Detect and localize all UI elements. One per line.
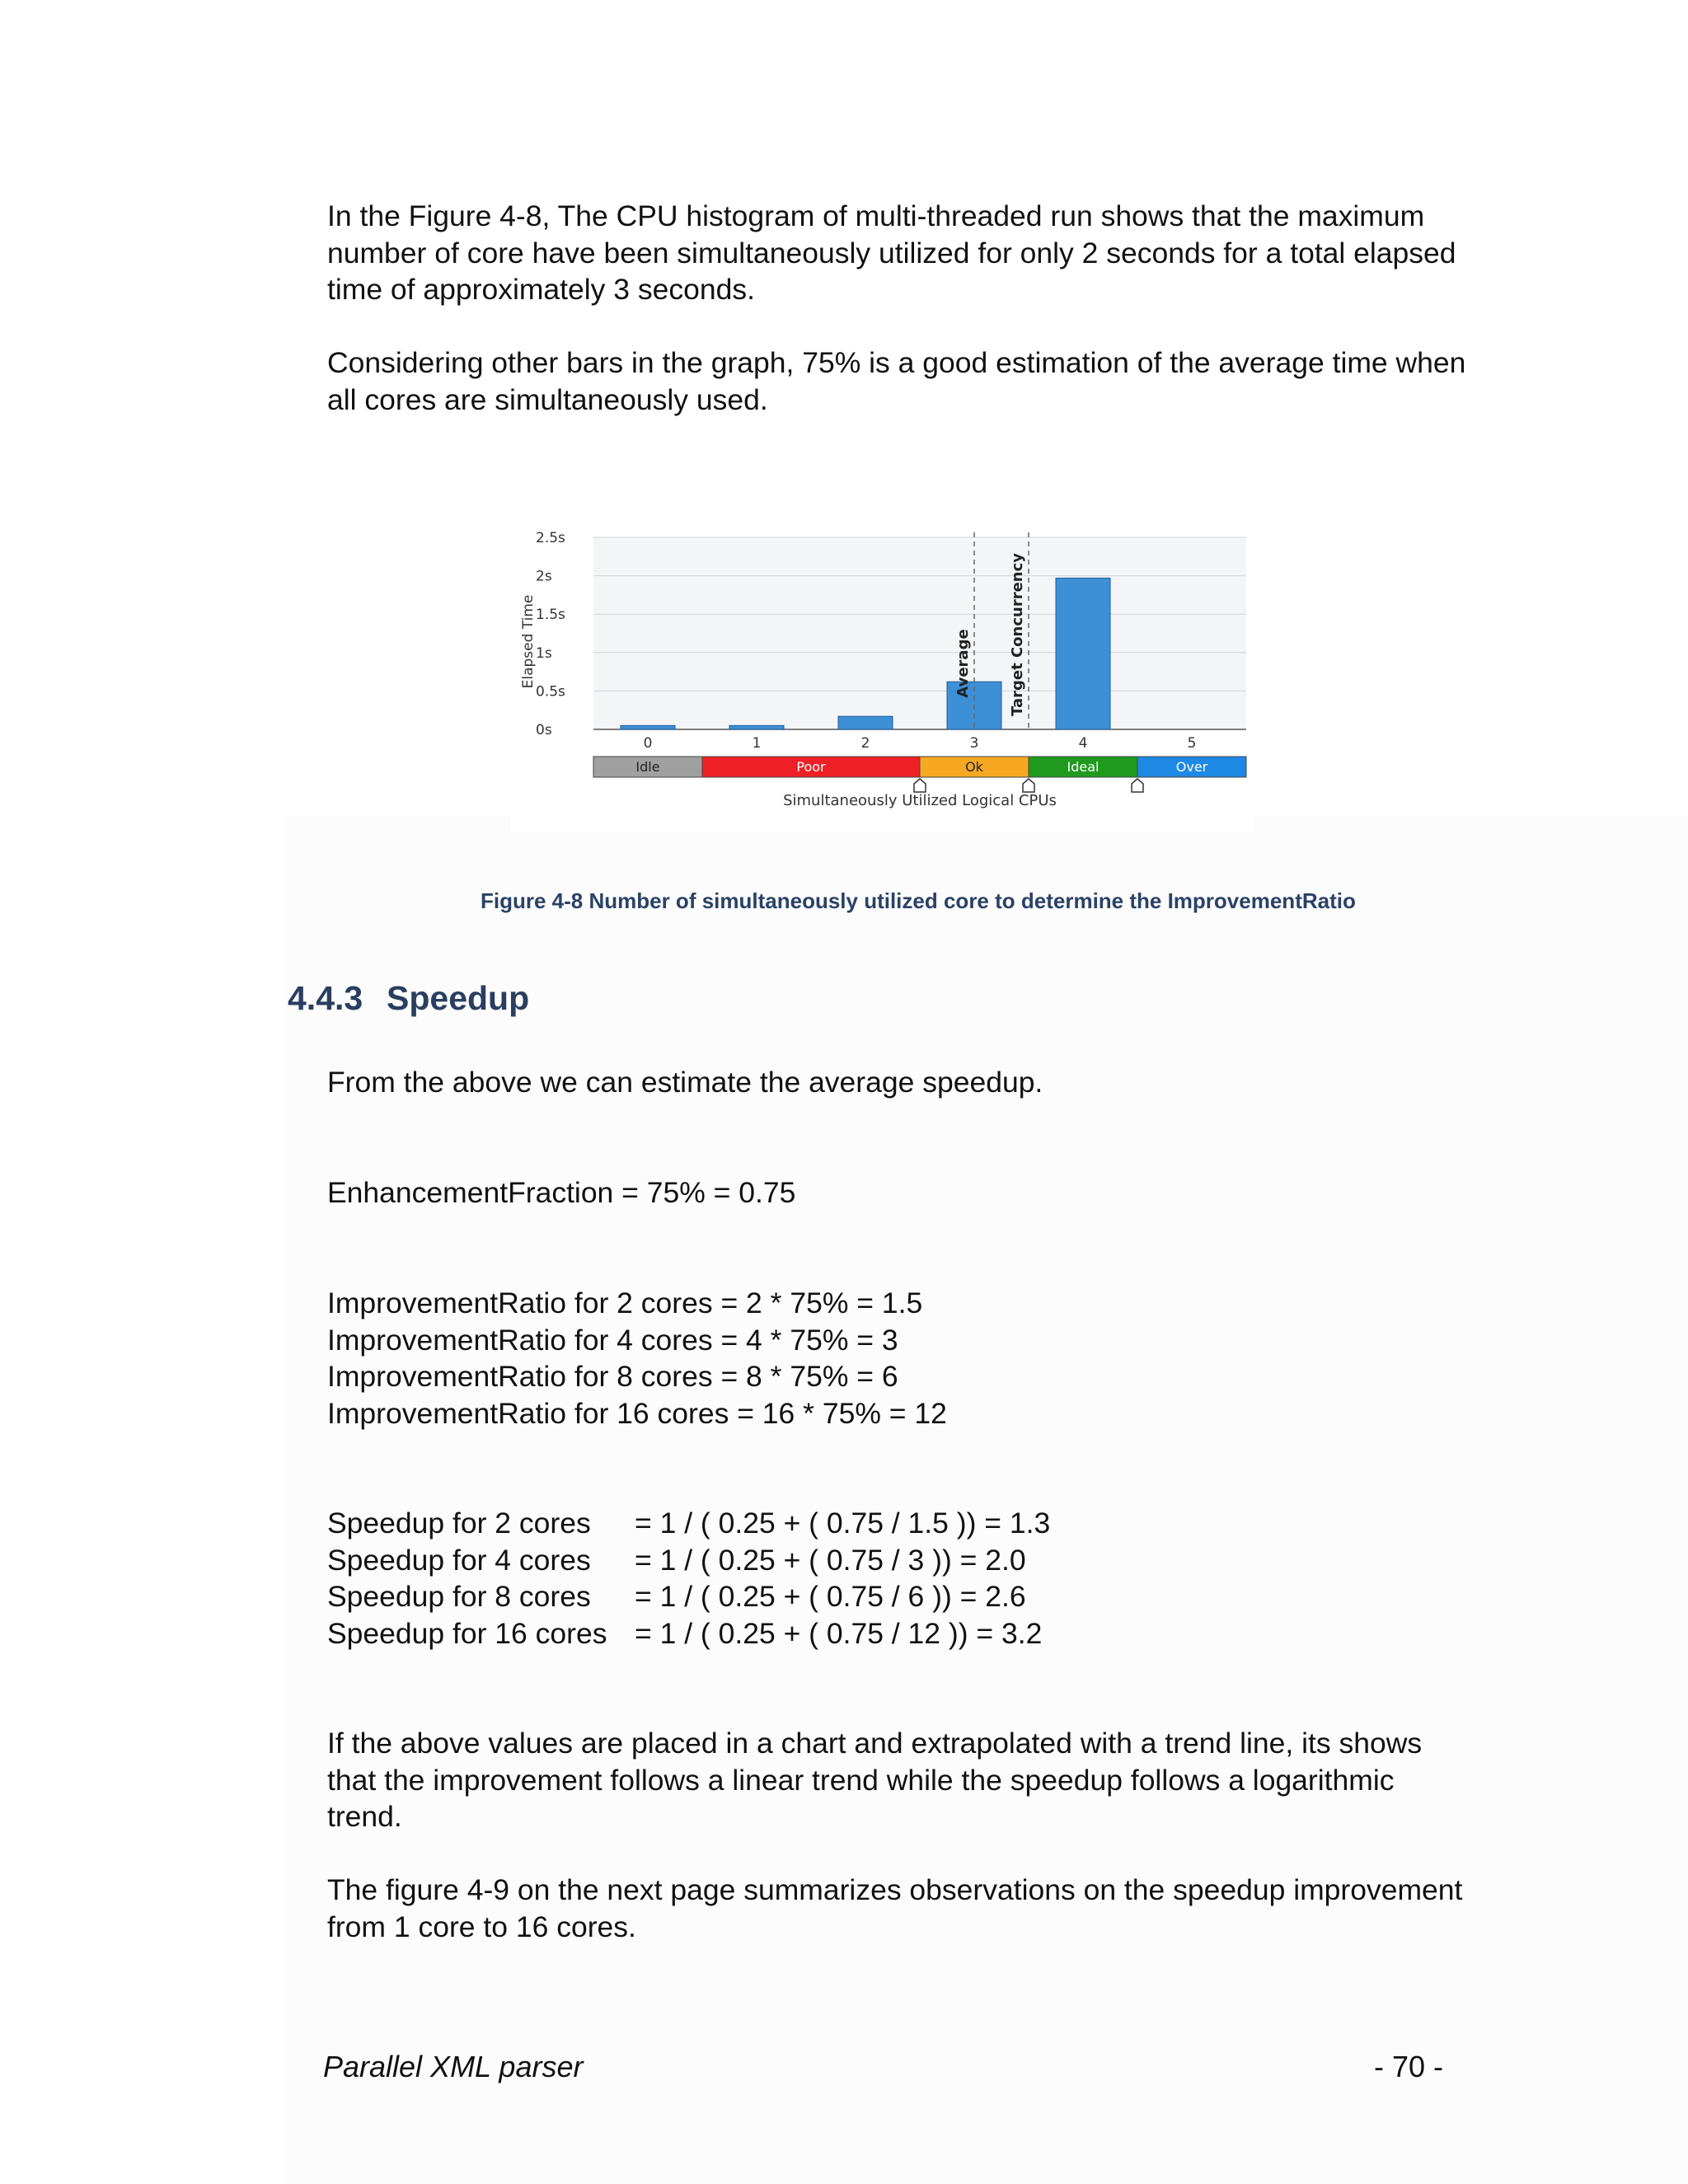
speedup-formula: = 1 / ( 0.25 + ( 0.75 / 12 )) = 3.2 — [635, 1616, 1043, 1650]
speedup-line — [327, 1505, 1531, 1542]
section-title: Speedup — [387, 979, 530, 1017]
section-heading — [288, 979, 529, 1018]
band-label: Poor — [796, 759, 826, 775]
text-line: that the improvement follows a linear trend while the speedup follows a logarithmic — [327, 1763, 1395, 1797]
trend-paragraph — [327, 1725, 1531, 1835]
x-tick-label: 0 — [643, 735, 653, 752]
intro-paragraph-1 — [327, 198, 1531, 308]
band-label: Over — [1175, 759, 1208, 775]
text-line: Considering other bars in the graph, 75% is a good estimation of the average time when — [327, 346, 1466, 379]
figure-caption: Figure 4-8 Number of simultaneously utilized core to determine the ImprovementRatio — [481, 888, 1356, 913]
text-line: If the above values are placed in a chart and extrapolated with a trend line, its shows — [327, 1727, 1423, 1760]
x-tick-label: 1 — [752, 735, 762, 752]
text-line: EnhancementFraction = 75% = 0.75 — [327, 1176, 796, 1209]
speedup-label: Speedup for 2 cores — [327, 1507, 591, 1540]
improvement-line: ImprovementRatio for 8 cores = 8 * 75% = 6 — [327, 1360, 898, 1393]
y-tick-label: 2s — [536, 568, 552, 585]
speedup-list — [327, 1505, 1531, 1652]
improvement-line: ImprovementRatio for 4 cores = 4 * 75% = 3 — [327, 1323, 898, 1357]
band-label: Ok — [965, 759, 983, 775]
y-tick-label: 2.5s — [536, 530, 565, 546]
enhancement-fraction — [327, 1174, 1531, 1212]
x-tick-label: 4 — [1078, 735, 1088, 752]
x-tick-label: 2 — [860, 735, 870, 752]
y-tick-label: 1s — [536, 644, 552, 662]
page-shading — [284, 816, 1688, 2184]
text-line: trend. — [327, 1800, 402, 1833]
speedup-label: Speedup for 16 cores — [327, 1616, 607, 1650]
speedup-intro — [327, 1064, 1531, 1101]
speedup-label: Speedup for 8 cores — [327, 1580, 591, 1613]
band-label: Idle — [635, 759, 660, 775]
average-marker-label: Average — [954, 629, 972, 698]
section-number: 4.4.3 — [288, 979, 363, 1017]
text-line: number of core have been simultaneously utilized for only 2 seconds for a total elapsed — [327, 236, 1456, 269]
y-tick-label: 1.5s — [536, 607, 565, 624]
speedup-formula: = 1 / ( 0.25 + ( 0.75 / 1.5 )) = 1.3 — [635, 1507, 1051, 1540]
cpu-histogram-chart — [511, 519, 1253, 832]
speedup-formula: = 1 / ( 0.25 + ( 0.75 / 3 )) = 2.0 — [635, 1543, 1026, 1577]
speedup-formula: = 1 / ( 0.25 + ( 0.75 / 6 )) = 2.6 — [635, 1580, 1026, 1613]
y-axis-title: Elapsed Time — [520, 594, 537, 689]
y-tick-label: 0s — [536, 722, 552, 738]
plot-area — [593, 537, 1246, 729]
page-number: - 70 - — [1374, 2050, 1444, 2083]
text-line: From the above we can estimate the average speedup. — [327, 1066, 1043, 1099]
x-tick-label: 3 — [969, 735, 979, 752]
text-line: all cores are simultaneously used. — [327, 382, 768, 416]
bar — [838, 716, 893, 729]
y-tick-label: 0.5s — [536, 683, 565, 701]
intro-paragraph-2 — [327, 344, 1531, 418]
text-line: In the Figure 4-8, The CPU histogram of multi-threaded run shows that the maximum — [327, 199, 1425, 232]
improvement-line: ImprovementRatio for 2 cores = 2 * 75% = 1.5 — [327, 1286, 923, 1319]
speedup-line — [327, 1578, 1531, 1615]
x-tick-label: 5 — [1187, 735, 1197, 752]
band-label: Ideal — [1067, 759, 1100, 775]
improvement-ratio-list — [327, 1285, 1531, 1432]
text-line: The figure 4-9 on the next page summarizes observations on the speedup improvement — [327, 1873, 1463, 1906]
improvement-line: ImprovementRatio for 16 cores = 16 * 75% = 12 — [327, 1396, 947, 1430]
bar — [1056, 578, 1110, 729]
bar — [621, 725, 675, 729]
x-axis-title: Simultaneously Utilized Logical CPUs — [783, 792, 1057, 809]
text-line: time of approximately 3 seconds. — [327, 273, 755, 306]
summary-paragraph — [327, 1872, 1531, 1945]
text-line: from 1 core to 16 cores. — [327, 1910, 636, 1943]
speedup-line — [327, 1615, 1531, 1652]
speedup-label: Speedup for 4 cores — [327, 1543, 591, 1577]
footer-title: Parallel XML parser — [323, 2050, 584, 2083]
speedup-line — [327, 1542, 1531, 1579]
bar — [729, 725, 784, 729]
target-marker-label: Target Concurrency — [1009, 553, 1026, 716]
